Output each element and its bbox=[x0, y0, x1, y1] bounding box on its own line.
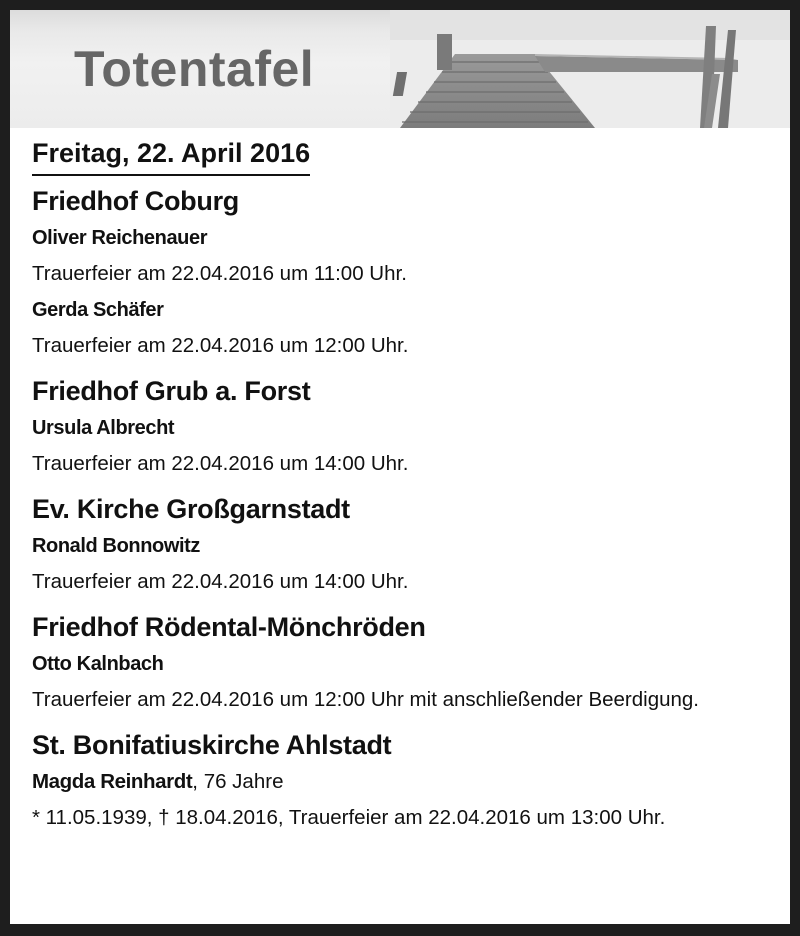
obituary-card bbox=[10, 10, 790, 924]
venue-heading: Friedhof Grub a. Forst bbox=[32, 376, 311, 406]
ceremony-details: * 11.05.1939, † 18.04.2016, Trauerfeier am 22.04.2016 um 13:00 Uhr. bbox=[32, 806, 666, 829]
venue-heading: Friedhof Coburg bbox=[32, 186, 239, 216]
deceased-name: Oliver Reichenauer bbox=[32, 227, 208, 249]
deceased-name-line bbox=[32, 764, 772, 800]
ceremony-details: Trauerfeier am 22.04.2016 um 12:00 Uhr. bbox=[32, 334, 409, 357]
ceremony-details: Trauerfeier am 22.04.2016 um 14:00 Uhr. bbox=[32, 452, 409, 475]
deceased-name: Ursula Albrecht bbox=[32, 417, 175, 439]
deceased-name: Otto Kalnbach bbox=[32, 653, 164, 675]
obituary-list bbox=[32, 136, 772, 836]
venue-heading: Ev. Kirche Großgarnstadt bbox=[32, 494, 350, 524]
jetty-image bbox=[390, 10, 790, 128]
ceremony-details: Trauerfeier am 22.04.2016 um 12:00 Uhr mit anschließender Beerdigung. bbox=[32, 688, 700, 711]
deceased-age: , 76 Jahre bbox=[192, 770, 284, 793]
banner-title: Totentafel bbox=[74, 41, 315, 97]
date-heading: Freitag, 22. April 2016 bbox=[32, 136, 310, 176]
deceased-name: Ronald Bonnowitz bbox=[32, 535, 201, 557]
deceased-name: Gerda Schäfer bbox=[32, 299, 164, 321]
ceremony-details: Trauerfeier am 22.04.2016 um 11:00 Uhr. bbox=[32, 262, 407, 285]
deceased-name: Magda Reinhardt bbox=[32, 770, 193, 793]
venue-heading: St. Bonifatiuskirche Ahlstadt bbox=[32, 730, 392, 760]
venue-heading: Friedhof Rödental-Mönchröden bbox=[32, 612, 426, 642]
header-banner bbox=[10, 10, 790, 128]
ceremony-details: Trauerfeier am 22.04.2016 um 14:00 Uhr. bbox=[32, 570, 409, 593]
